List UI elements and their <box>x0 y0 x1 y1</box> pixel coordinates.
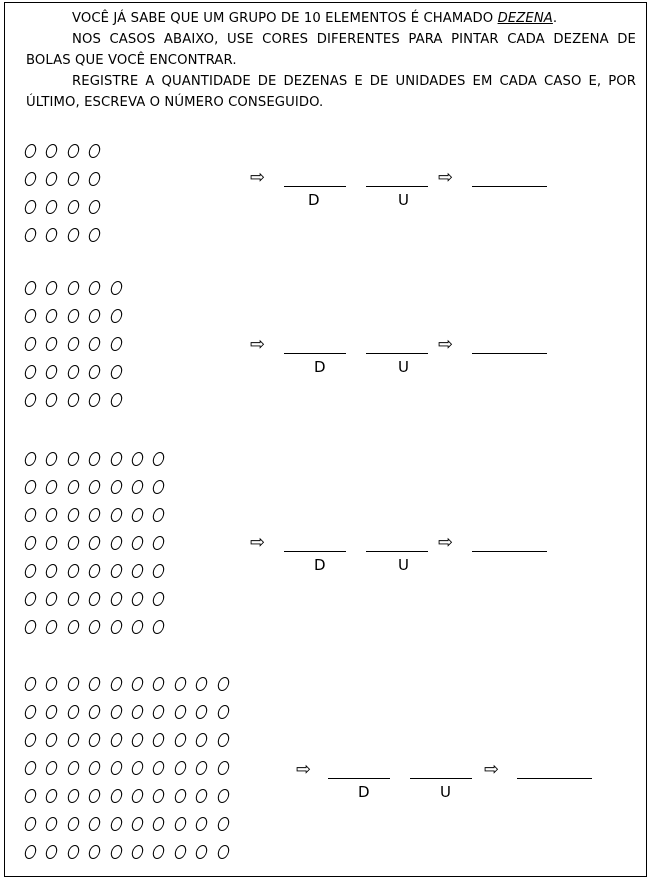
arrow-icon: ⇨ <box>484 759 500 780</box>
ball-circle[interactable] <box>152 677 166 691</box>
tens-blank[interactable] <box>284 186 346 187</box>
ball-circle[interactable] <box>88 677 102 691</box>
ball-circle[interactable] <box>24 817 38 831</box>
ball-circle[interactable] <box>45 144 59 158</box>
units-blank[interactable] <box>410 778 472 779</box>
ball-circle[interactable] <box>66 452 80 466</box>
ball-circle[interactable] <box>66 200 80 214</box>
ball-circle[interactable] <box>66 592 80 606</box>
ball-circle[interactable] <box>45 817 59 831</box>
ball-grid-4 <box>25 669 239 865</box>
tens-label: D <box>314 358 326 376</box>
ball-circle[interactable] <box>45 309 59 323</box>
ball-circle[interactable] <box>109 677 123 691</box>
ball-circle[interactable] <box>45 845 59 859</box>
ball-circle[interactable] <box>152 452 166 466</box>
ball-circle[interactable] <box>88 508 102 522</box>
ball-circle[interactable] <box>152 564 166 578</box>
arrow-icon: ⇨ <box>438 334 454 355</box>
ball-grid-1 <box>25 136 111 248</box>
ball-circle[interactable] <box>152 761 166 775</box>
ball-row <box>25 301 132 329</box>
ball-circle[interactable] <box>45 393 59 407</box>
ball-circle[interactable] <box>66 677 80 691</box>
ball-circle[interactable] <box>88 228 102 242</box>
ball-circle[interactable] <box>24 592 38 606</box>
ball-circle[interactable] <box>24 452 38 466</box>
tens-blank[interactable] <box>284 353 346 354</box>
arrow-icon: ⇨ <box>438 532 454 553</box>
answer-row-3 <box>250 533 570 583</box>
ball-circle[interactable] <box>88 817 102 831</box>
ball-circle[interactable] <box>45 564 59 578</box>
ball-circle[interactable] <box>152 845 166 859</box>
ball-row <box>25 584 175 612</box>
ball-row <box>25 472 175 500</box>
ball-grid-2 <box>25 273 132 413</box>
ball-circle[interactable] <box>88 365 102 379</box>
ball-circle[interactable] <box>109 337 123 351</box>
ball-row <box>25 528 175 556</box>
tens-blank[interactable] <box>284 551 346 552</box>
ball-circle[interactable] <box>45 480 59 494</box>
ball-circle[interactable] <box>24 228 38 242</box>
ball-circle[interactable] <box>152 789 166 803</box>
ball-circle[interactable] <box>88 789 102 803</box>
ball-row <box>25 753 239 781</box>
ball-circle[interactable] <box>195 677 209 691</box>
instruction-text: VOCÊ JÁ SABE QUE UM GRUPO DE 10 ELEMENTOS É CHAMADO <box>72 11 498 26</box>
ball-circle[interactable] <box>24 761 38 775</box>
ball-circle[interactable] <box>88 564 102 578</box>
ball-circle[interactable] <box>66 761 80 775</box>
ball-circle[interactable] <box>88 480 102 494</box>
ball-circle[interactable] <box>88 733 102 747</box>
ball-circle[interactable] <box>66 817 80 831</box>
ball-circle[interactable] <box>66 144 80 158</box>
ball-circle[interactable] <box>130 536 144 550</box>
ball-circle[interactable] <box>195 761 209 775</box>
ball-circle[interactable] <box>88 845 102 859</box>
ball-circle[interactable] <box>88 620 102 634</box>
ball-circle[interactable] <box>109 281 123 295</box>
ball-circle[interactable] <box>88 592 102 606</box>
units-blank[interactable] <box>366 551 428 552</box>
ball-circle[interactable] <box>152 705 166 719</box>
ball-circle[interactable] <box>24 393 38 407</box>
units-label: U <box>398 358 409 376</box>
tens-blank[interactable] <box>328 778 390 779</box>
ball-circle[interactable] <box>24 480 38 494</box>
answer-row-2 <box>250 335 570 385</box>
ball-circle[interactable] <box>88 705 102 719</box>
ball-circle[interactable] <box>45 452 59 466</box>
instruction-paragraph-3: REGISTRE A QUANTIDADE DE DEZENAS E DE UNIDADES EM CADA CASO E, POR ÚLTIMO, ESCREVA O NÚMERO CONSEGUIDO. <box>26 74 636 110</box>
ball-circle[interactable] <box>45 508 59 522</box>
ball-circle[interactable] <box>24 365 38 379</box>
ball-circle[interactable] <box>195 817 209 831</box>
ball-circle[interactable] <box>173 789 187 803</box>
arrow-icon: ⇨ <box>250 334 266 355</box>
ball-circle[interactable] <box>24 564 38 578</box>
ball-circle[interactable] <box>88 144 102 158</box>
number-blank[interactable] <box>472 186 547 187</box>
ball-circle[interactable] <box>45 365 59 379</box>
instruction-paragraph-1 <box>26 8 636 29</box>
ball-circle[interactable] <box>45 200 59 214</box>
ball-circle[interactable] <box>24 733 38 747</box>
ball-circle[interactable] <box>109 592 123 606</box>
ball-circle[interactable] <box>66 337 80 351</box>
ball-row <box>25 809 239 837</box>
ball-circle[interactable] <box>24 144 38 158</box>
ball-circle[interactable] <box>152 536 166 550</box>
ball-circle[interactable] <box>109 705 123 719</box>
ball-row <box>25 220 111 248</box>
answer-row-1 <box>250 168 570 218</box>
ball-circle[interactable] <box>66 281 80 295</box>
tens-label: D <box>358 783 370 801</box>
ball-circle[interactable] <box>216 845 230 859</box>
number-blank[interactable] <box>472 551 547 552</box>
ball-circle[interactable] <box>109 508 123 522</box>
instruction-text: . <box>552 11 558 26</box>
ball-circle[interactable] <box>130 705 144 719</box>
ball-row <box>25 669 239 697</box>
ball-circle[interactable] <box>45 733 59 747</box>
ball-circle[interactable] <box>130 761 144 775</box>
ball-circle[interactable] <box>173 761 187 775</box>
ball-circle[interactable] <box>173 817 187 831</box>
ball-circle[interactable] <box>152 480 166 494</box>
ball-circle[interactable] <box>195 733 209 747</box>
ball-circle[interactable] <box>216 789 230 803</box>
ball-circle[interactable] <box>109 620 123 634</box>
ball-circle[interactable] <box>24 172 38 186</box>
ball-circle[interactable] <box>45 677 59 691</box>
ball-circle[interactable] <box>66 564 80 578</box>
ball-row <box>25 357 132 385</box>
ball-circle[interactable] <box>109 733 123 747</box>
ball-circle[interactable] <box>24 536 38 550</box>
ball-circle[interactable] <box>109 817 123 831</box>
ball-circle[interactable] <box>66 789 80 803</box>
ball-circle[interactable] <box>173 733 187 747</box>
ball-circle[interactable] <box>45 337 59 351</box>
ball-circle[interactable] <box>195 789 209 803</box>
ball-circle[interactable] <box>88 452 102 466</box>
ball-row <box>25 385 132 413</box>
arrow-icon: ⇨ <box>250 167 266 188</box>
ball-circle[interactable] <box>45 592 59 606</box>
ball-circle[interactable] <box>130 480 144 494</box>
ball-circle[interactable] <box>216 761 230 775</box>
units-blank[interactable] <box>366 186 428 187</box>
ball-row <box>25 500 175 528</box>
ball-circle[interactable] <box>109 789 123 803</box>
ball-circle[interactable] <box>66 309 80 323</box>
number-blank[interactable] <box>472 353 547 354</box>
ball-circle[interactable] <box>130 508 144 522</box>
ball-circle[interactable] <box>130 845 144 859</box>
ball-circle[interactable] <box>45 761 59 775</box>
ball-row <box>25 329 132 357</box>
ball-circle[interactable] <box>45 536 59 550</box>
ball-circle[interactable] <box>173 677 187 691</box>
ball-circle[interactable] <box>130 789 144 803</box>
ball-circle[interactable] <box>109 309 123 323</box>
instruction-paragraph-2: NOS CASOS ABAIXO, USE CORES DIFERENTES PARA PINTAR CADA DEZENA DE BOLAS QUE VOCÊ ENCONTRAR. <box>26 32 636 68</box>
ball-circle[interactable] <box>45 281 59 295</box>
ball-circle[interactable] <box>109 452 123 466</box>
ball-circle[interactable] <box>88 536 102 550</box>
ball-circle[interactable] <box>88 309 102 323</box>
ball-circle[interactable] <box>45 228 59 242</box>
ball-circle[interactable] <box>173 705 187 719</box>
ball-circle[interactable] <box>152 733 166 747</box>
tens-label: D <box>314 556 326 574</box>
ball-circle[interactable] <box>45 620 59 634</box>
instructions <box>26 8 636 113</box>
ball-circle[interactable] <box>130 620 144 634</box>
ball-circle[interactable] <box>109 393 123 407</box>
ball-circle[interactable] <box>88 337 102 351</box>
ball-circle[interactable] <box>24 281 38 295</box>
ball-circle[interactable] <box>66 705 80 719</box>
ball-row <box>25 837 239 865</box>
ball-circle[interactable] <box>24 309 38 323</box>
ball-circle[interactable] <box>24 845 38 859</box>
ball-circle[interactable] <box>88 172 102 186</box>
ball-circle[interactable] <box>66 620 80 634</box>
ball-circle[interactable] <box>24 677 38 691</box>
units-label: U <box>398 556 409 574</box>
ball-circle[interactable] <box>24 337 38 351</box>
ball-circle[interactable] <box>66 172 80 186</box>
ball-circle[interactable] <box>24 789 38 803</box>
ball-circle[interactable] <box>66 480 80 494</box>
ball-circle[interactable] <box>130 733 144 747</box>
ball-circle[interactable] <box>66 845 80 859</box>
ball-circle[interactable] <box>88 393 102 407</box>
ball-row <box>25 781 239 809</box>
ball-grid-3 <box>25 444 175 640</box>
ball-circle[interactable] <box>152 817 166 831</box>
ball-circle[interactable] <box>45 705 59 719</box>
ball-circle[interactable] <box>24 508 38 522</box>
ball-row <box>25 444 175 472</box>
ball-circle[interactable] <box>109 564 123 578</box>
ball-circle[interactable] <box>109 480 123 494</box>
units-blank[interactable] <box>366 353 428 354</box>
ball-circle[interactable] <box>130 677 144 691</box>
ball-circle[interactable] <box>24 705 38 719</box>
units-label: U <box>440 783 451 801</box>
ball-circle[interactable] <box>173 845 187 859</box>
ball-row <box>25 273 132 301</box>
ball-circle[interactable] <box>152 592 166 606</box>
ball-circle[interactable] <box>216 817 230 831</box>
ball-circle[interactable] <box>66 733 80 747</box>
ball-circle[interactable] <box>66 228 80 242</box>
ball-circle[interactable] <box>66 508 80 522</box>
ball-circle[interactable] <box>109 761 123 775</box>
arrow-icon: ⇨ <box>296 759 312 780</box>
ball-circle[interactable] <box>195 845 209 859</box>
ball-circle[interactable] <box>24 620 38 634</box>
arrow-icon: ⇨ <box>250 532 266 553</box>
ball-circle[interactable] <box>45 172 59 186</box>
ball-circle[interactable] <box>216 677 230 691</box>
ball-circle[interactable] <box>130 564 144 578</box>
arrow-icon: ⇨ <box>438 167 454 188</box>
ball-circle[interactable] <box>24 200 38 214</box>
ball-circle[interactable] <box>88 761 102 775</box>
ball-circle[interactable] <box>109 536 123 550</box>
ball-circle[interactable] <box>195 705 209 719</box>
number-blank[interactable] <box>517 778 592 779</box>
ball-row <box>25 192 111 220</box>
ball-circle[interactable] <box>152 508 166 522</box>
ball-row <box>25 612 175 640</box>
units-label: U <box>398 191 409 209</box>
ball-circle[interactable] <box>130 452 144 466</box>
ball-circle[interactable] <box>130 817 144 831</box>
ball-circle[interactable] <box>216 705 230 719</box>
ball-circle[interactable] <box>109 365 123 379</box>
ball-circle[interactable] <box>109 845 123 859</box>
term-dezena: DEZENA <box>497 11 553 26</box>
ball-row <box>25 164 111 192</box>
ball-circle[interactable] <box>66 393 80 407</box>
ball-circle[interactable] <box>152 620 166 634</box>
ball-circle[interactable] <box>216 733 230 747</box>
ball-row <box>25 725 239 753</box>
ball-circle[interactable] <box>66 365 80 379</box>
ball-row <box>25 697 239 725</box>
answer-row-4 <box>296 760 616 810</box>
ball-circle[interactable] <box>45 789 59 803</box>
ball-circle[interactable] <box>88 200 102 214</box>
ball-circle[interactable] <box>130 592 144 606</box>
ball-circle[interactable] <box>66 536 80 550</box>
ball-row <box>25 556 175 584</box>
ball-circle[interactable] <box>88 281 102 295</box>
ball-row <box>25 136 111 164</box>
tens-label: D <box>308 191 320 209</box>
